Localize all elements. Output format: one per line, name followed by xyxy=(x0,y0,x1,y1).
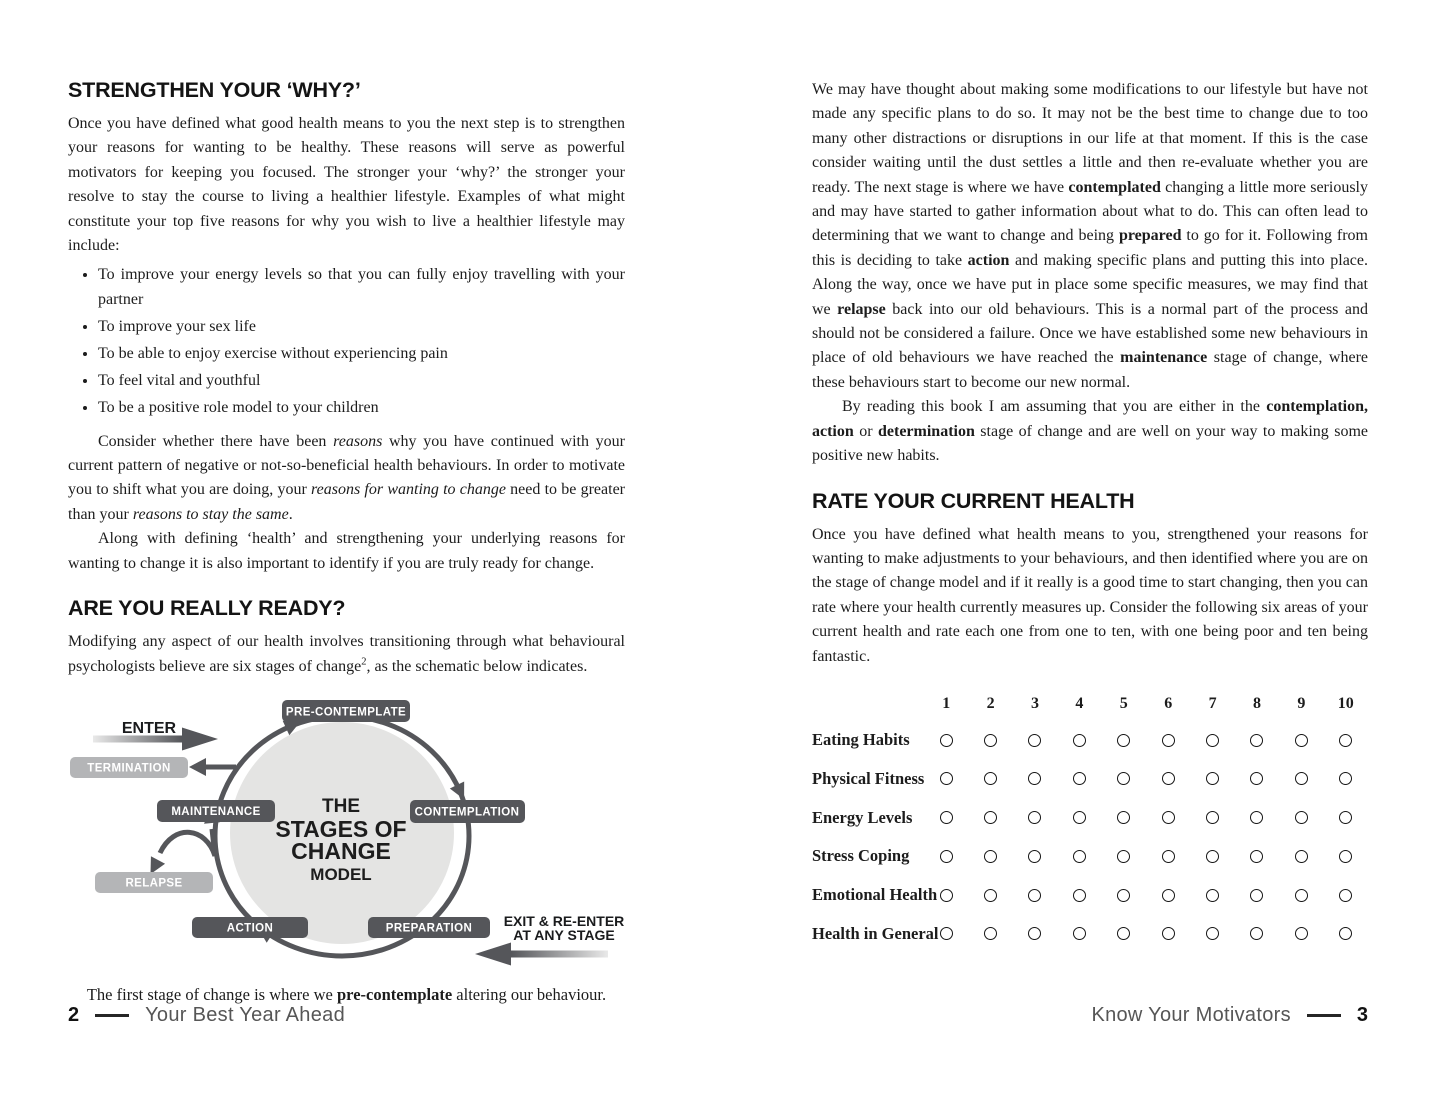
rating-circle[interactable] xyxy=(1206,889,1219,902)
rating-cell xyxy=(1190,889,1234,902)
termination-arrowhead xyxy=(189,758,206,776)
rating-cell xyxy=(1324,889,1368,902)
rating-circle[interactable] xyxy=(1250,927,1263,940)
rating-cell xyxy=(1146,734,1190,747)
rating-table xyxy=(812,687,1368,953)
exit-label-line1: EXIT & RE-ENTER xyxy=(503,912,625,929)
paragraph-along-with-defining: Along with defining ‘health’ and strengthening your underlying reasons for wanting to change it is also important to identify if you are truly ready for change. xyxy=(68,530,625,572)
rating-column-header: 2 xyxy=(986,694,995,712)
pill-pre-contemplate-label: PRE-CONTEMPLATE xyxy=(285,706,407,719)
rating-circle[interactable] xyxy=(1162,811,1175,824)
rating-cell xyxy=(1102,734,1146,747)
rating-cell xyxy=(1279,889,1323,902)
rating-circle[interactable] xyxy=(1339,850,1352,863)
rating-circle[interactable] xyxy=(940,734,953,747)
rating-cell xyxy=(1324,811,1368,824)
rating-circle[interactable] xyxy=(1295,734,1308,747)
rating-cell xyxy=(968,927,1012,940)
rating-cell xyxy=(968,811,1012,824)
rating-column-header: 10 xyxy=(1337,694,1354,712)
list-item: • To be able to enjoy exercise without experiencing pain xyxy=(98,342,625,366)
rating-circle[interactable] xyxy=(1117,734,1130,747)
list-item: • To improve your energy levels so that you can fully enjoy travelling with your partner xyxy=(98,263,625,311)
heading-rate-your-current-health: RATE YOUR CURRENT HEALTH xyxy=(812,488,1135,513)
rating-row-label: Health in General xyxy=(812,923,939,943)
rating-row xyxy=(812,721,1368,760)
rating-circle[interactable] xyxy=(1339,927,1352,940)
rating-row-label: Energy Levels xyxy=(812,807,913,827)
rating-circle[interactable] xyxy=(1295,772,1308,785)
rating-row xyxy=(812,798,1368,837)
rating-row xyxy=(812,876,1368,915)
rating-column-header: 5 xyxy=(1119,694,1128,712)
rating-cell xyxy=(968,889,1012,902)
rating-table-header xyxy=(812,687,1368,721)
rating-circle[interactable] xyxy=(1028,927,1041,940)
rating-cell xyxy=(1279,811,1323,824)
rating-cell xyxy=(1324,850,1368,863)
rating-row-label: Emotional Health xyxy=(812,885,938,905)
list-item: • To feel vital and youthful xyxy=(98,369,625,393)
diagram-caption: The first stage of change is where we pre-contemplate altering our behaviour. xyxy=(86,984,607,1004)
paragraph-stages-continued: We may have thought about making some modifications to our lifestyle but have not made any specific plans to do so. It may not be the best time to change due to too many other distractions or disruptions in our life at that moment. If this is the case consider waiting until the dust settles a little and then re-evaluate whether you are ready. The next stage is where we have contemplated changing a little more seriously and may have started to gather information about what to do. This can often lead to determining that we want to change and being prepared to go for it. Following from this is deciding to take action and making specific plans and putting this into place. Along the way, once we have put in place some specific measures, we may find that we relapse back into our old behaviours. This is a normal part of the process and should not be considered a failure. Once we have established some new behaviours in place of old behaviours we have reached the maintenance stage of change, where these behaviours start to become our new normal. xyxy=(812,81,1369,391)
rating-column-header: 3 xyxy=(1030,694,1039,712)
page-right xyxy=(812,78,1368,953)
rating-circle[interactable] xyxy=(984,811,997,824)
exit-arrowhead xyxy=(475,942,511,965)
rating-column-header: 8 xyxy=(1252,694,1261,712)
rating-cell xyxy=(1013,811,1057,824)
rating-cell xyxy=(1146,772,1190,785)
rating-circle[interactable] xyxy=(1339,889,1352,902)
pill-termination-label: TERMINATION xyxy=(87,762,171,775)
rating-cell xyxy=(1279,772,1323,785)
paragraph-rate-intro: Once you have defined what health means to you, strengthened your reasons for wanting to make adjustments to your behaviours, and then identified where you are on the stage of change model and if it really is a good time to start changing, then you can rate where your health currently measures up. Consider the following six areas of your current health and rate each one from one to ten, with one being poor and ten being fantastic. xyxy=(812,525,1368,665)
rating-circle[interactable] xyxy=(940,850,953,863)
rating-cell xyxy=(1235,772,1279,785)
rating-circle[interactable] xyxy=(1073,811,1086,824)
rating-cell xyxy=(1102,772,1146,785)
rating-cell xyxy=(1057,772,1101,785)
rating-circle[interactable] xyxy=(1250,889,1263,902)
rating-cell xyxy=(1279,734,1323,747)
enter-label: ENTER xyxy=(121,719,177,737)
rating-circle[interactable] xyxy=(1028,889,1041,902)
rating-circle[interactable] xyxy=(1295,850,1308,863)
rating-circle[interactable] xyxy=(1339,811,1352,824)
rating-cell xyxy=(924,811,968,824)
diagram-center-line1: THE xyxy=(322,795,360,817)
rating-cell xyxy=(1190,734,1234,747)
rating-cell xyxy=(1013,734,1057,747)
diagram-center-line2: STAGES OF xyxy=(275,815,407,842)
rating-circle[interactable] xyxy=(1206,850,1219,863)
rating-circle[interactable] xyxy=(940,927,953,940)
rating-cell xyxy=(1146,889,1190,902)
rating-circle[interactable] xyxy=(1206,811,1219,824)
heading-strengthen-your-why: STRENGTHEN YOUR ‘WHY?’ xyxy=(68,78,361,102)
rating-circle[interactable] xyxy=(1162,850,1175,863)
rating-cell xyxy=(1235,811,1279,824)
pill-maintenance-label: MAINTENANCE xyxy=(171,805,261,818)
relapse-arrow-curve xyxy=(160,832,215,856)
rating-cell xyxy=(924,850,968,863)
rating-circle[interactable] xyxy=(1117,850,1130,863)
rating-circle[interactable] xyxy=(1250,850,1263,863)
rating-circle[interactable] xyxy=(1206,772,1219,785)
rating-circle[interactable] xyxy=(984,850,997,863)
rating-table-body xyxy=(812,721,1368,953)
rating-circle[interactable] xyxy=(1339,734,1352,747)
rating-circle[interactable] xyxy=(984,734,997,747)
rating-cell xyxy=(1235,734,1279,747)
rating-circle[interactable] xyxy=(1250,811,1263,824)
rating-circle[interactable] xyxy=(984,772,997,785)
diagram-center-line4: MODEL xyxy=(310,864,372,884)
rating-column-header: 9 xyxy=(1297,694,1306,712)
rating-cell xyxy=(1102,927,1146,940)
rating-circle[interactable] xyxy=(1117,889,1130,902)
pill-relapse-label: RELAPSE xyxy=(125,877,183,890)
enter-arrowhead xyxy=(182,727,218,750)
rating-circle[interactable] xyxy=(1028,850,1041,863)
rating-circle[interactable] xyxy=(1162,927,1175,940)
rating-cell xyxy=(1146,811,1190,824)
rating-cell xyxy=(924,734,968,747)
rating-circle[interactable] xyxy=(1073,772,1086,785)
rating-circle[interactable] xyxy=(1073,734,1086,747)
heading-are-you-really-ready: ARE YOU REALLY READY? xyxy=(68,596,346,621)
rating-cell xyxy=(1013,772,1057,785)
pill-preparation-label: PREPARATION xyxy=(385,922,473,935)
rating-cell xyxy=(1235,850,1279,863)
rating-cell xyxy=(1102,889,1146,902)
reasons-bullet-list xyxy=(68,263,625,420)
diagram-center-line3: CHANGE xyxy=(291,837,391,864)
rating-circle[interactable] xyxy=(1206,734,1219,747)
rating-cell xyxy=(1102,811,1146,824)
exit-arrow-tail xyxy=(511,950,608,957)
rating-cell xyxy=(1190,772,1234,785)
rating-circle[interactable] xyxy=(984,927,997,940)
rating-cell xyxy=(924,772,968,785)
rating-circle[interactable] xyxy=(1162,772,1175,785)
rating-circle[interactable] xyxy=(940,889,953,902)
rating-row xyxy=(812,914,1368,953)
rating-cell xyxy=(1057,811,1101,824)
rating-cell xyxy=(924,927,968,940)
rating-row xyxy=(812,760,1368,799)
rating-cell xyxy=(1057,734,1101,747)
stages-of-change-diagram xyxy=(68,693,625,975)
rating-column-header: 7 xyxy=(1208,694,1217,712)
rating-circle[interactable] xyxy=(1117,811,1130,824)
page-left xyxy=(68,78,625,1005)
rating-cell xyxy=(968,772,1012,785)
rating-circle[interactable] xyxy=(1206,927,1219,940)
rating-cell xyxy=(1190,927,1234,940)
footer-rule xyxy=(1307,1014,1341,1017)
rating-column-header: 4 xyxy=(1075,694,1084,712)
rating-cell xyxy=(924,889,968,902)
footer-rule xyxy=(95,1014,129,1017)
rating-circle[interactable] xyxy=(940,811,953,824)
rating-column-header: 1 xyxy=(942,694,951,712)
rating-cell xyxy=(1146,850,1190,863)
rating-cell xyxy=(1190,811,1234,824)
rating-row-label: Stress Coping xyxy=(812,846,910,866)
rating-circle[interactable] xyxy=(1117,772,1130,785)
rating-circle[interactable] xyxy=(1117,927,1130,940)
pill-contemplation-label: CONTEMPLATION xyxy=(414,806,520,819)
rating-circle[interactable] xyxy=(1162,889,1175,902)
rating-circle[interactable] xyxy=(1295,811,1308,824)
footer-left xyxy=(68,1004,345,1027)
rating-row-label: Physical Fitness xyxy=(812,768,925,788)
rating-cell xyxy=(1013,927,1057,940)
rating-cell xyxy=(1013,889,1057,902)
rating-circle[interactable] xyxy=(1073,927,1086,940)
paragraph-consider-reasons: Consider whether there have been reasons why you have continued with your current pattern of negative or not-so-beneficial health behaviours. In order to motivate you to shift what you are doing, your reasons for wanting to change need to be greater than your reasons to stay the same. xyxy=(68,432,626,523)
rating-circle[interactable] xyxy=(984,889,997,902)
rating-cell xyxy=(1279,927,1323,940)
rating-cell xyxy=(1235,927,1279,940)
paragraph-ready-intro: Modifying any aspect of our health involves transitioning through what behavioural psychologists believe are six stages of change$^2$, as the schematic below indicates. xyxy=(68,633,625,675)
rating-cell xyxy=(1324,772,1368,785)
rating-circle[interactable] xyxy=(1295,927,1308,940)
rating-circle[interactable] xyxy=(1028,734,1041,747)
rating-circle[interactable] xyxy=(1250,772,1263,785)
rating-column-header: 6 xyxy=(1164,694,1173,712)
rating-circle[interactable] xyxy=(1339,772,1352,785)
rating-cell xyxy=(1057,927,1101,940)
rating-circle[interactable] xyxy=(1073,850,1086,863)
rating-circle[interactable] xyxy=(1162,734,1175,747)
page-number-right: 3 xyxy=(1356,1004,1368,1026)
rating-row-label: Eating Habits xyxy=(812,730,910,750)
rating-cell xyxy=(1057,889,1101,902)
rating-cell xyxy=(1324,927,1368,940)
rating-cell xyxy=(968,734,1012,747)
rating-cell xyxy=(1235,889,1279,902)
pill-action-label: ACTION xyxy=(226,922,274,935)
exit-label-line2: AT ANY STAGE xyxy=(513,926,615,943)
footer-book-title: Your Best Year Ahead xyxy=(145,1004,346,1026)
footer-right xyxy=(1091,1004,1368,1027)
rating-cell xyxy=(1013,850,1057,863)
footer-chapter-title: Know Your Motivators xyxy=(1091,1004,1291,1026)
rating-cell xyxy=(1279,850,1323,863)
rating-cell xyxy=(1190,850,1234,863)
rating-circle[interactable] xyxy=(1073,889,1086,902)
rating-cell xyxy=(968,850,1012,863)
paragraph-why-intro: Once you have defined what good health means to you the next step is to strengthen your reasons for wanting to be healthy. These reasons will serve as powerful motivators for keeping you focused. The stronger your ‘why?’ the stronger your resolve to stay the course to living a healthier lifestyle. Examples of what might constitute your top five reasons for why you wish to live a healthier lifestyle may include: xyxy=(68,115,625,255)
list-item: • To be a positive role model to your children xyxy=(98,396,625,420)
rating-circle[interactable] xyxy=(940,772,953,785)
rating-cell xyxy=(1146,927,1190,940)
rating-circle[interactable] xyxy=(1028,772,1041,785)
rating-cell xyxy=(1324,734,1368,747)
paragraph-by-reading: By reading this book I am assuming that you are either in the contemplation, action or determination stage of change and are well on your way to making some positive new habits. xyxy=(812,398,1368,465)
rating-cell xyxy=(1102,850,1146,863)
rating-row xyxy=(812,837,1368,876)
rating-cell xyxy=(1057,850,1101,863)
rating-circle[interactable] xyxy=(1250,734,1263,747)
rating-circle[interactable] xyxy=(1295,889,1308,902)
list-item: • To improve your sex life xyxy=(98,315,625,339)
page-number-left: 2 xyxy=(68,1004,80,1026)
rating-circle[interactable] xyxy=(1028,811,1041,824)
